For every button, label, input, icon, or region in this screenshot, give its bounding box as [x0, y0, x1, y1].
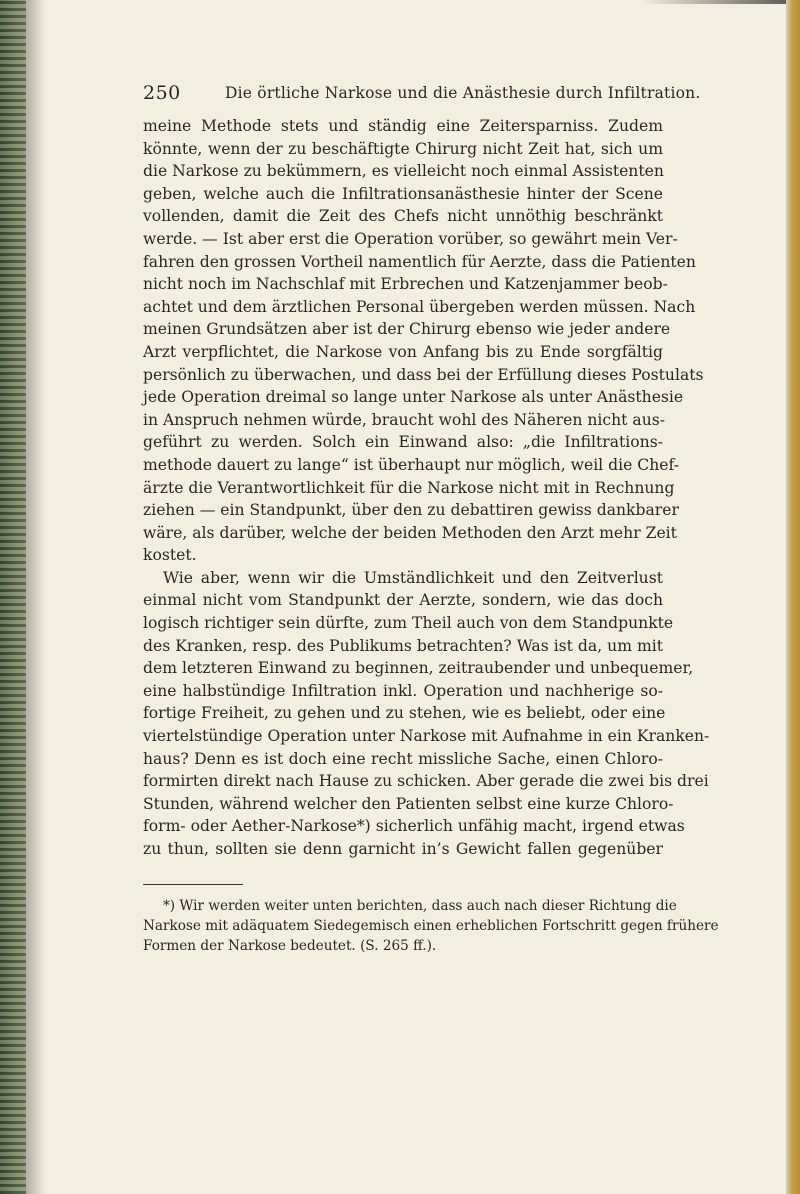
paragraph-start: Wie aber, wenn wir die Umständlichkeit und den Zeitverlust	[163, 568, 663, 587]
text-line: geführt zu werden. Solch ein Einwand also: „die Infiltrations-	[143, 433, 663, 452]
text-line: Arzt verpflichtet, die Narkose von Anfang bis zu Ende sorgfältig	[143, 342, 663, 361]
text-line: ziehen — ein Standpunkt, über den zu debattiren gewiss dankbarer	[143, 501, 679, 520]
text-line: einmal nicht vom Standpunkt der Aerzte, sondern, wie das doch	[143, 591, 663, 610]
page-number: 250	[143, 82, 181, 104]
page-header	[143, 82, 701, 112]
text-line: in Anspruch nehmen würde, braucht wohl des Näheren nicht aus-	[143, 410, 666, 429]
text-line: viertelstündige Operation unter Narkose mit Aufnahme in ein Kranken-	[143, 727, 710, 746]
text-line: dem letzteren Einwand zu beginnen, zeitraubender und unbequemer,	[143, 659, 694, 678]
text-line: logisch richtiger sein dürfte, zum Theil auch von dem Standpunkte	[143, 614, 674, 633]
page-right-edge	[786, 0, 800, 1194]
footnote-line: Formen der Narkose bedeutet. (S. 265 ff.).	[143, 938, 437, 954]
footnote-line: *) Wir werden weiter unten berichten, dass auch nach dieser Richtung die	[163, 898, 677, 914]
text-line: zu thun, sollten sie denn garnicht in’s Gewicht fallen gegenüber	[143, 840, 663, 858]
text-line: werde. — Ist aber erst die Operation vorüber, so gewährt mein Ver-	[143, 229, 678, 248]
page-top-edge	[640, 0, 800, 4]
text-line: eine halbstündige Infiltration inkl. Operation und nachherige so-	[143, 681, 663, 700]
text-line: geben, welche auch die Infiltrationsanästhesie hinter der Scene	[143, 184, 663, 203]
footnote-divider	[143, 884, 243, 885]
gutter-shadow	[26, 0, 46, 1194]
text-line: methode dauert zu lange“ ist überhaupt nur möglich, weil die Chef-	[143, 455, 679, 474]
book-binding-edge	[0, 0, 26, 1194]
text-line: persönlich zu überwachen, und dass bei der Erfüllung dieses Postulats	[143, 365, 704, 384]
text-line: vollenden, damit die Zeit des Chefs nicht unnöthig beschränkt	[143, 207, 663, 226]
text-line: kostet.	[143, 546, 197, 565]
text-line: Stunden, während welcher den Patienten selbst eine kurze Chloro-	[143, 794, 674, 813]
text-line: fortige Freiheit, zu gehen und zu stehen, wie es beliebt, oder eine	[143, 704, 666, 723]
text-line: meine Methode stets und ständig eine Zeitersparniss. Zudem	[143, 117, 663, 135]
text-line: form- oder Aether-Narkose*) sicherlich unfähig macht, irgend etwas	[143, 817, 685, 836]
footnote	[143, 896, 719, 956]
text-line: formirten direkt nach Hause zu schicken. Aber gerade die zwei bis drei	[143, 772, 709, 791]
footnote-line: Narkose mit adäquatem Siedegemisch einen erheblichen Fortschritt gegen frühere	[143, 918, 719, 934]
text-line: jede Operation dreimal so lange unter Narkose als unter Anästhesie	[143, 388, 684, 407]
text-line: die Narkose zu bekümmern, es vielleicht noch einmal Assistenten	[143, 162, 664, 181]
text-line: nicht noch im Nachschlaf mit Erbrechen und Katzenjammer beob-	[143, 275, 668, 294]
text-line: fahren den grossen Vortheil namentlich für Aerzte, dass die Patienten	[143, 252, 696, 271]
text-line: könnte, wenn der zu beschäftigte Chirurg nicht Zeit hat, sich um	[143, 139, 663, 158]
text-line: meinen Grundsätzen aber ist der Chirurg ebenso wie jeder andere	[143, 320, 671, 339]
text-line: des Kranken, resp. des Publikums betrachten? Was ist da, um mit	[143, 636, 663, 655]
text-line: ärzte die Verantwortlichkeit für die Narkose nicht mit in Rechnung	[143, 478, 675, 497]
text-line: haus? Denn es ist doch eine recht missliche Sache, einen Chloro-	[143, 749, 663, 768]
body-text	[143, 115, 710, 861]
text-line: achtet und dem ärztlichen Personal übergeben werden müssen. Nach	[143, 297, 696, 316]
text-line: wäre, als darüber, welche der beiden Methoden den Arzt mehr Zeit	[143, 523, 677, 542]
running-head: Die örtliche Narkose und die Anästhesie durch Infiltration.	[225, 84, 701, 102]
